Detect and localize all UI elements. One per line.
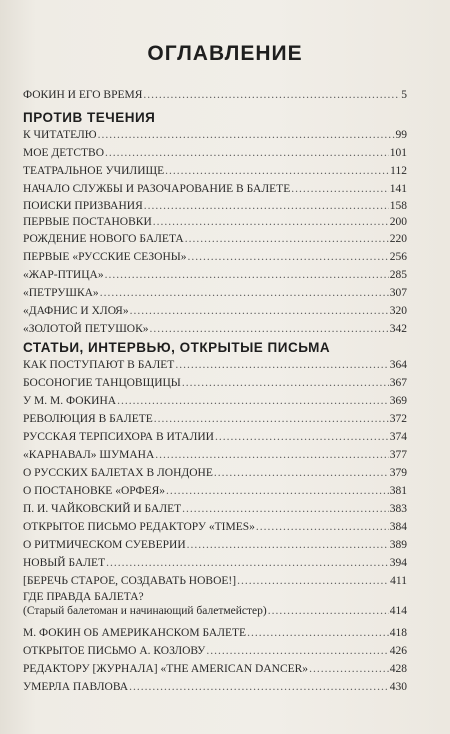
toc-entry [23,182,407,196]
toc-entry-multiline [23,590,407,618]
toc-entry [23,466,407,480]
toc-entry [23,502,407,516]
toc-entry [23,286,407,300]
toc-entry [23,322,407,336]
leader-dots [166,484,389,498]
leader-dots [144,199,389,213]
toc-entry-page: 158 [389,200,407,212]
leader-dots [130,304,389,318]
toc-entry [23,128,407,142]
toc-entry-label: ГДЕ ПРАВДА БАЛЕТА? [23,591,144,603]
leader-dots [188,250,389,264]
toc-entry-page: 101 [389,147,407,159]
toc-entry-label: ТЕАТРАЛЬНОЕ УЧИЛИЩЕ [23,165,165,177]
toc-entry-page: 372 [389,413,407,425]
toc-entry-label: ПЕРВЫЕ «РУССКИЕ СЕЗОНЫ» [23,251,187,263]
toc-entry-page: 342 [389,323,407,335]
toc-entry [23,484,407,498]
toc-entry-label: БОСОНОГИЕ ТАНЦОВЩИЦЫ [23,377,181,389]
toc-entry [23,644,407,658]
leader-dots [117,394,389,408]
toc-entry-page: 141 [389,183,407,195]
leader-dots [175,358,388,372]
toc-entry-page: 426 [389,645,407,657]
page-title: ОГЛАВЛЕНИЕ [147,42,303,65]
section-heading: ПРОТИВ ТЕЧЕНИЯ [23,110,156,125]
toc-entry [23,376,407,390]
toc-entry-label: ОТКРЫТОЕ ПИСЬМО А. КОЗЛОВУ [23,645,206,657]
toc-entry [23,88,407,102]
leader-dots [105,146,389,160]
toc-entry-page: 200 [389,216,407,228]
toc-entry-label: РЕДАКТОРУ [ЖУРНАЛА] «THE AMERICAN DANCER» [23,663,309,675]
toc-entry-label: О ПОСТАНОВКЕ «ОРФЕЯ» [23,485,165,497]
toc-entry [23,448,407,462]
toc-entry [23,232,407,246]
toc-entry [23,520,407,534]
toc-entry [23,680,407,694]
leader-dots [143,88,400,102]
toc-entry-page: 364 [389,359,407,371]
toc-entry-label: НАЧАЛО СЛУЖБЫ И РАЗОЧАРОВАНИЕ В БАЛЕТЕ [23,183,291,195]
toc-entry [23,538,407,552]
toc-entry-label: РОЖДЕНИЕ НОВОГО БАЛЕТА [23,233,184,245]
toc-entry-page: 307 [389,287,407,299]
toc-entry [23,268,407,282]
leader-dots [187,538,389,552]
toc-entry-page: 377 [389,449,407,461]
toc-entry-label: ПЕРВЫЕ ПОСТАНОВКИ [23,216,152,228]
toc-entry-page: 430 [389,681,407,693]
leader-dots [106,556,389,570]
leader-dots [154,412,389,426]
toc-entry-page: 285 [389,269,407,281]
toc-entry-page: 381 [389,485,407,497]
leader-dots [268,604,389,618]
toc-entry-page: 112 [390,165,407,177]
leader-dots [150,322,389,336]
toc-entry-label: О РИТМИЧЕСКОМ СУЕВЕРИИ [23,539,186,551]
toc-entry-page: 389 [389,539,407,551]
toc-entry [23,250,407,264]
leader-dots [206,644,388,658]
toc-entry-page: 394 [389,557,407,569]
leader-dots [165,164,389,178]
leader-dots [247,626,389,640]
toc-entry-page: 418 [389,627,407,639]
toc-entry-page: 379 [389,467,407,479]
toc-entry [23,662,407,676]
toc-entry-label: «КАРНАВАЛ» ШУМАНА [23,449,155,461]
toc-entry-label: РЕВОЛЮЦИЯ В БАЛЕТЕ [23,413,153,425]
toc-entry-label: У М. М. ФОКИНА [23,395,117,407]
toc-entry-page: 384 [389,521,407,533]
toc-entry-page: 411 [390,575,407,587]
leader-dots [182,376,389,390]
leader-dots [185,232,389,246]
toc-entry-label: МОЕ ДЕТСТВО [23,147,104,159]
toc-entry-label: УМЕРЛА ПАВЛОВА [23,681,129,693]
toc-entry-page: 99 [395,129,407,141]
toc-entry-page: 367 [389,377,407,389]
toc-entry-label: «ПЕТРУШКА» [23,287,99,299]
leader-dots [129,680,389,694]
toc-entry-label: О РУССКИХ БАЛЕТАХ В ЛОНДОНЕ [23,467,213,479]
toc-entry-label: РУССКАЯ ТЕРПСИХОРА В ИТАЛИИ [23,431,214,443]
leader-dots [153,215,389,229]
toc-entry-subline [23,604,407,618]
toc-entry [23,215,407,229]
toc-entry-page: 220 [389,233,407,245]
leader-dots [237,574,389,588]
toc-entry [23,430,407,444]
leader-dots [100,286,389,300]
toc-entry [23,574,407,588]
toc-entry [23,146,407,160]
toc-entry [23,358,407,372]
toc-entry-page: 320 [389,305,407,317]
toc-entry [23,412,407,426]
toc-entry-label: НОВЫЙ БАЛЕТ [23,557,106,569]
toc-entry-label: [БЕРЕЧЬ СТАРОЕ, СОЗДАВАТЬ НОВОЕ!] [23,575,237,587]
leader-dots [256,520,389,534]
toc-entry-page: 374 [389,431,407,443]
leader-dots [214,466,389,480]
toc-entry-page: 369 [389,395,407,407]
toc-entry [23,626,407,640]
toc-entry [23,394,407,408]
toc-entry-label: М. ФОКИН ОБ АМЕРИКАНСКОМ БАЛЕТЕ [23,627,247,639]
toc-entry-page: 5 [401,89,407,101]
leader-dots [155,448,388,462]
toc-entry-label: «ДАФНИС И ХЛОЯ» [23,305,129,317]
toc-entry-page: 428 [389,663,407,675]
toc-entry-label: К ЧИТАТЕЛЮ [23,129,97,141]
toc-entry-page: 414 [389,605,407,617]
toc-entry-label: П. И. ЧАЙКОВСКИЙ И БАЛЕТ [23,503,182,515]
leader-dots [215,430,389,444]
leader-dots [105,268,389,282]
leader-dots [309,662,389,676]
toc-entry [23,164,407,178]
toc-entry-label: «ЗОЛОТОЙ ПЕТУШОК» [23,323,149,335]
leader-dots [291,182,389,196]
toc-entry [23,556,407,570]
toc-entry-label: ФОКИН И ЕГО ВРЕМЯ [23,89,143,101]
toc-entry-page: 256 [389,251,407,263]
leader-dots [182,502,389,516]
toc-entry-page: 383 [389,503,407,515]
toc-entry-label: ПОИСКИ ПРИЗВАНИЯ [23,200,143,212]
section-heading: СТАТЬИ, ИНТЕРВЬЮ, ОТКРЫТЫЕ ПИСЬМА [23,340,331,355]
toc-entry [23,304,407,318]
toc-entry-sublabel: (Старый балетоман и начинающий балетмейстер) [23,605,267,617]
toc-entry-label: «ЖАР-ПТИЦА» [23,269,104,281]
leader-dots [98,128,395,142]
toc-entry-label: ОТКРЫТОЕ ПИСЬМО РЕДАКТОРУ «TIMES» [23,521,255,533]
toc-entry [23,199,407,213]
toc-entry-label: КАК ПОСТУПАЮТ В БАЛЕТ [23,359,175,371]
